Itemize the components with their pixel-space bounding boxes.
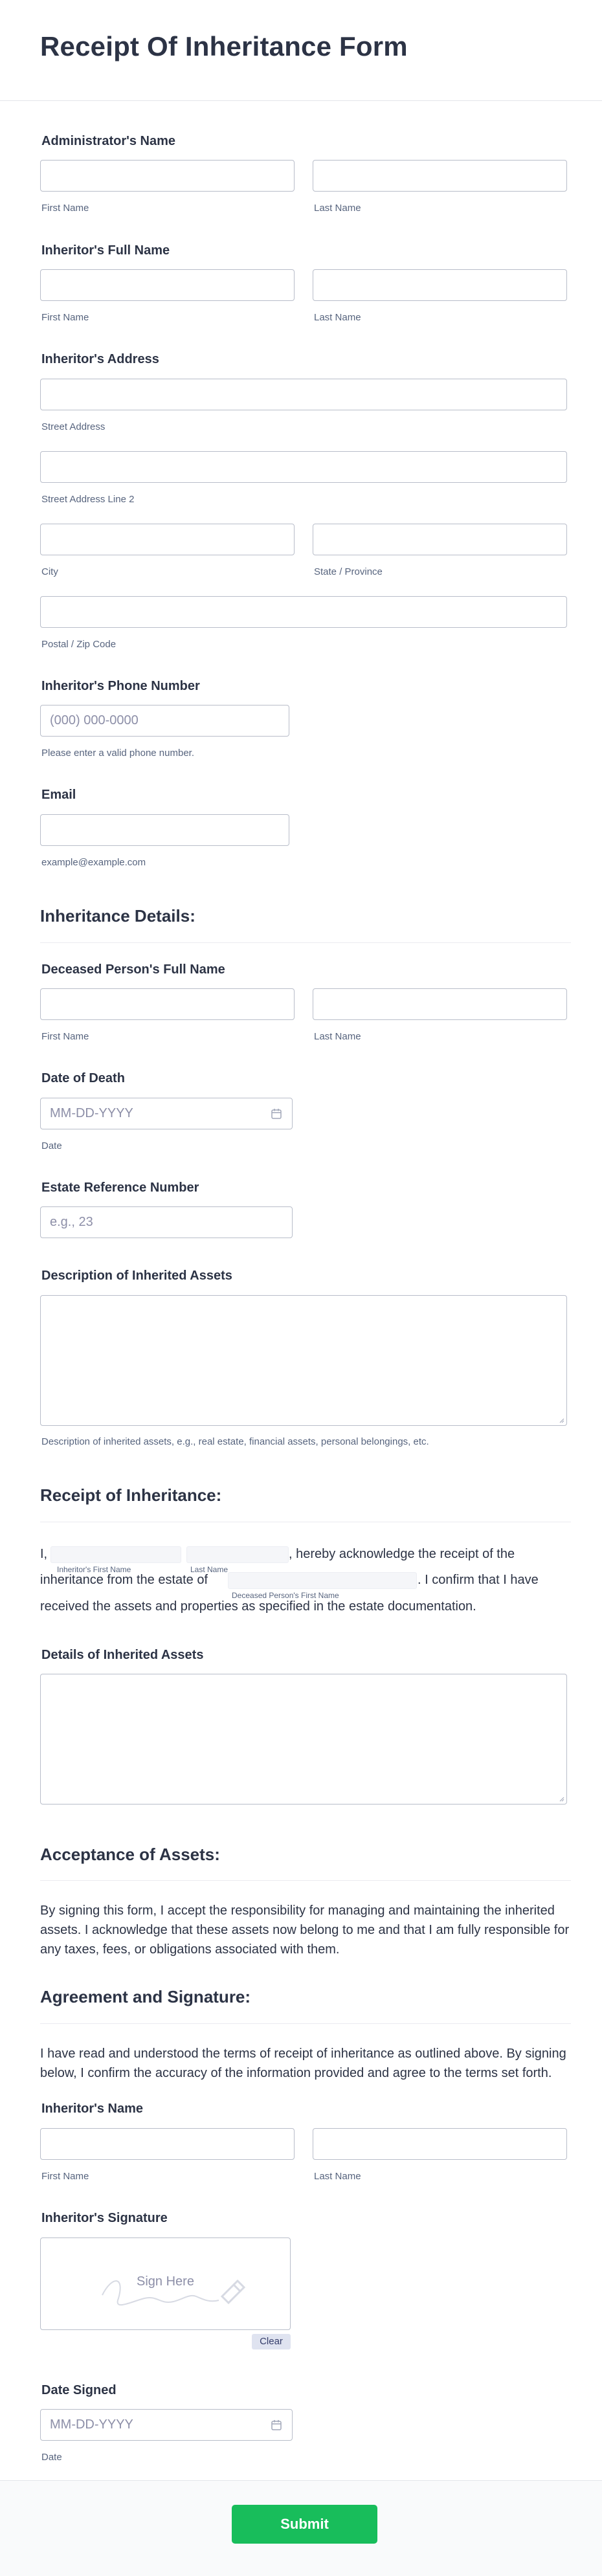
sig-first-name-sublabel: First Name [41, 2171, 89, 2182]
date-signed-input[interactable]: MM-DD-YYYY [40, 2409, 293, 2441]
sig-last-name-input[interactable] [313, 2128, 567, 2160]
resize-handle-icon[interactable] [558, 1417, 564, 1423]
assets-description-hint: Description of inherited assets, e.g., real estate, financial assets, personal belongings, etc. [41, 1436, 429, 1447]
agreement-line-1: I have read and understood the terms of receipt of inheritance as outlined above. By signing [40, 2047, 566, 2061]
header-divider [0, 100, 602, 101]
email-label: Email [41, 788, 76, 802]
phone-label: Inheritor's Phone Number [41, 679, 200, 693]
calendar-icon[interactable] [271, 1108, 282, 1120]
deceased-first-name-input[interactable] [40, 988, 295, 1020]
inheritor-first-name-sublabel: First Name [41, 312, 89, 323]
resize-handle-icon[interactable] [558, 1795, 564, 1802]
admin-last-name-sublabel: Last Name [314, 203, 361, 214]
inheritor-first-name-input[interactable] [40, 269, 295, 301]
receipt-last-name-label: Last Name [190, 1565, 229, 1574]
admin-last-name-input[interactable] [313, 160, 567, 192]
state-sublabel: State / Province [314, 566, 383, 577]
deceased-first-name-sublabel: First Name [41, 1031, 89, 1042]
receipt-inheritor-first-input[interactable] [50, 1546, 181, 1563]
inheritor-last-name-sublabel: Last Name [314, 312, 361, 323]
deceased-name-label: Deceased Person's Full Name [41, 962, 225, 977]
receipt-inheritor-last-input[interactable] [186, 1546, 289, 1563]
agreement-divider [40, 2023, 571, 2024]
estate-ref-input[interactable]: e.g., 23 [40, 1206, 293, 1238]
email-hint: example@example.com [41, 857, 146, 868]
postal-code-input[interactable] [40, 596, 567, 628]
city-input[interactable] [40, 524, 295, 555]
postal-code-sublabel: Postal / Zip Code [41, 639, 117, 650]
admin-name-label: Administrator's Name [41, 134, 176, 148]
submit-button[interactable]: Submit [232, 2505, 377, 2544]
date-of-death-label: Date of Death [41, 1071, 125, 1085]
form-title: Receipt Of Inheritance Form [40, 31, 408, 61]
receipt-heading: Receipt of Inheritance: [40, 1485, 222, 1505]
deceased-last-name-sublabel: Last Name [314, 1031, 361, 1042]
inheritor-last-name-input[interactable] [313, 269, 567, 301]
street-address-sublabel: Street Address [41, 421, 106, 432]
sig-last-name-sublabel: Last Name [314, 2171, 361, 2182]
street-address-input[interactable] [40, 379, 567, 410]
phone-hint: Please enter a valid phone number. [41, 748, 194, 759]
sig-inheritor-name-label: Inheritor's Name [41, 2102, 144, 2116]
state-input[interactable] [313, 524, 567, 555]
street-address-2-input[interactable] [40, 451, 567, 483]
date-of-death-input[interactable]: MM-DD-YYYY [40, 1098, 293, 1129]
date-of-death-sublabel: Date [41, 1140, 62, 1151]
receipt-from-text: inheritance from the estate of [40, 1573, 208, 1587]
clear-signature-button[interactable]: Clear [252, 2334, 291, 2349]
admin-first-name-sublabel: First Name [41, 203, 89, 214]
receipt-deceased-first-input[interactable] [228, 1572, 417, 1589]
email-input[interactable] [40, 814, 289, 846]
acceptance-heading: Acceptance of Assets: [40, 1845, 220, 1864]
acceptance-line-1: By signing this form, I accept the responsibility for managing and maintaining the inherited [40, 1904, 555, 1918]
calendar-icon[interactable] [271, 2419, 282, 2431]
inheritor-name-label: Inheritor's Full Name [41, 243, 170, 258]
assets-description-label: Description of Inherited Assets [41, 1269, 232, 1283]
admin-first-name-input[interactable] [40, 160, 295, 192]
details-assets-textarea[interactable] [40, 1674, 567, 1804]
sig-first-name-input[interactable] [40, 2128, 295, 2160]
signature-placeholder: Sign Here [137, 2274, 194, 2289]
address-label: Inheritor's Address [41, 352, 159, 366]
inheritance-details-divider [40, 942, 571, 943]
signature-pad[interactable] [40, 2237, 291, 2330]
acceptance-divider [40, 1880, 571, 1881]
receipt-ack-text: , hereby acknowledge the receipt of the [289, 1547, 515, 1561]
assets-description-textarea[interactable] [40, 1295, 567, 1426]
receipt-line3-text: received the assets and properties as specified in the estate documentation. [40, 1599, 476, 1614]
acceptance-line-2: assets. I acknowledge that these assets now belong to me and that I am fully responsible for [40, 1923, 570, 1937]
date-signed-sublabel: Date [41, 2452, 62, 2463]
agreement-heading: Agreement and Signature: [40, 1987, 251, 2006]
signature-label: Inheritor's Signature [41, 2211, 168, 2225]
date-signed-label: Date Signed [41, 2383, 117, 2397]
inheritance-details-heading: Inheritance Details: [40, 906, 195, 926]
receipt-confirm-text: . I confirm that I have [418, 1573, 539, 1587]
details-assets-label: Details of Inherited Assets [41, 1648, 204, 1662]
agreement-line-2: below, I confirm the accuracy of the information provided and agree to the terms set forth. [40, 2066, 552, 2080]
estate-ref-label: Estate Reference Number [41, 1181, 199, 1195]
city-sublabel: City [41, 566, 58, 577]
receipt-i-text: I, [40, 1547, 48, 1561]
receipt-deceased-label: Deceased Person's First Name [232, 1591, 339, 1600]
receipt-first-name-label: Inheritor's First Name [57, 1565, 131, 1574]
deceased-last-name-input[interactable] [313, 988, 567, 1020]
phone-input[interactable]: (000) 000-0000 [40, 705, 289, 737]
acceptance-line-3: any taxes, fees, or obligations associated with them. [40, 1942, 340, 1957]
street-address-2-sublabel: Street Address Line 2 [41, 494, 135, 505]
